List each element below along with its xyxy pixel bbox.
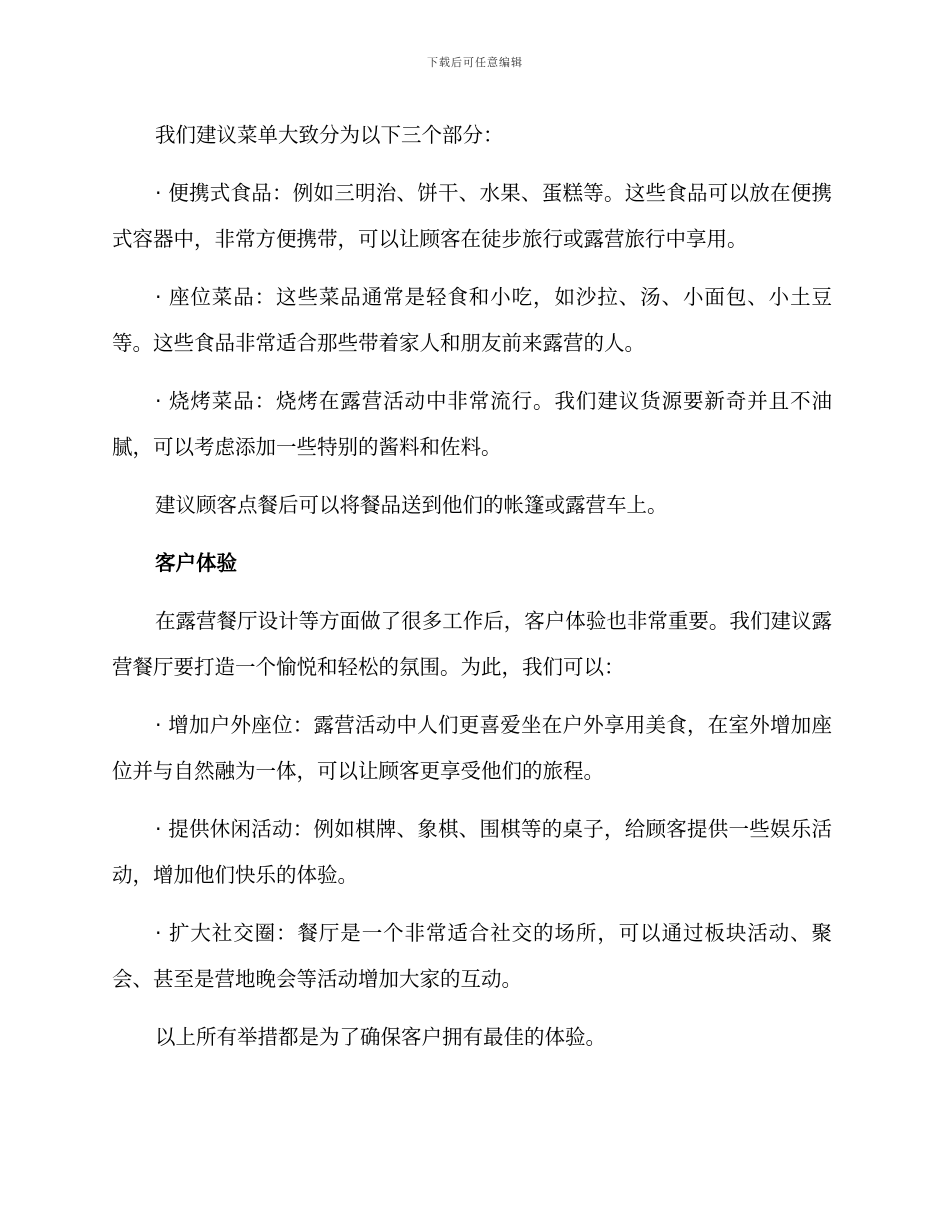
- document-body: [112, 112, 832, 1060]
- section-heading: 客户体验: [155, 551, 237, 575]
- menu-intro-paragraph: 我们建议菜单大致分为以下三个部分：: [155, 123, 504, 147]
- portable-food-item: · 便携式食品：例如三明治、饼干、水果、蛋糕等。这些食品可以放在便携式容器中，非常方便携带，可以让顾客在徒步旅行或露营旅行中享用。: [112, 181, 832, 251]
- social-circle-item: · 扩大社交圈：餐厅是一个非常适合社交的场所，可以通过板块活动、聚会、甚至是营地晚会等活动增加大家的互动。: [112, 921, 832, 991]
- experience-intro-paragraph: 在露营餐厅设计等方面做了很多工作后，客户体验也非常重要。我们建议露营餐厅要打造一个愉悦和轻松的氛围。为此，我们可以：: [112, 609, 832, 679]
- delivery-note-paragraph: 建议顾客点餐后可以将餐品送到他们的帐篷或露营车上。: [155, 493, 668, 517]
- bbq-dishes-item: · 烧烤菜品：烧烤在露营活动中非常流行。我们建议货源要新奇并且不油腻，可以考虑添加一些特别的酱料和佐料。: [112, 389, 832, 459]
- outdoor-seating-item: · 增加户外座位：露营活动中人们更喜爱坐在户外享用美食，在室外增加座位并与自然融为一体，可以让顾客更享受他们的旅程。: [112, 713, 832, 783]
- seated-dishes-item: · 座位菜品：这些菜品通常是轻食和小吃，如沙拉、汤、小面包、小土豆等。这些食品非常适合那些带着家人和朋友前来露营的人。: [112, 285, 832, 355]
- page-header: 下载后可任意编辑: [427, 56, 523, 69]
- conclusion-paragraph: 以上所有举措都是为了确保客户拥有最佳的体验。: [155, 1025, 606, 1049]
- leisure-activities-item: · 提供休闲活动：例如棋牌、象棋、围棋等的桌子，给顾客提供一些娱乐活动，增加他们快乐的体验。: [112, 817, 832, 887]
